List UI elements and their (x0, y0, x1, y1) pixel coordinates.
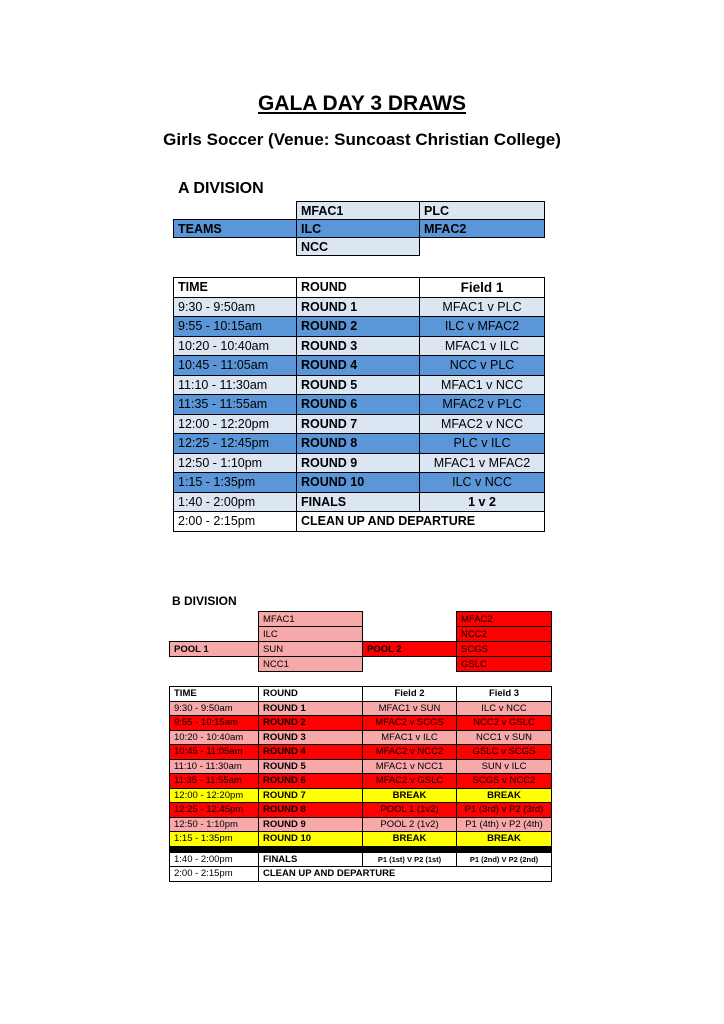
table-row (170, 774, 552, 789)
pool1-label: POOL 1 (170, 642, 259, 657)
time-cell: 1:40 - 2:00pm (170, 852, 259, 867)
match-cell: MFAC2 v GSLC (363, 774, 457, 789)
table-row (174, 414, 545, 434)
match-cell: MFAC1 v NCC1 (363, 759, 457, 774)
match-cell: NCC v PLC (420, 356, 545, 376)
time-cell: 2:00 - 2:15pm (170, 867, 259, 882)
table-row (170, 701, 552, 716)
round-cell: ROUND 2 (259, 716, 363, 731)
time-cell: 10:20 - 10:40am (174, 336, 297, 356)
team-cell: NCC (297, 238, 420, 256)
b-division-heading: B DIVISION (172, 594, 237, 608)
round-cell: ROUND 5 (297, 375, 420, 395)
match-cell: P1 (1st) V P2 (1st) (363, 852, 457, 867)
break-cell: BREAK (363, 832, 457, 847)
pool1-team-cell: SUN (259, 642, 363, 657)
round-cell: ROUND 1 (297, 297, 420, 317)
time-header: TIME (174, 278, 297, 298)
time-cell: 11:10 - 11:30am (170, 759, 259, 774)
time-cell: 10:45 - 11:05am (170, 745, 259, 760)
time-cell: 12:00 - 12:20pm (174, 414, 297, 434)
table-row (170, 759, 552, 774)
match-cell: MFAC1 v MFAC2 (420, 453, 545, 473)
match-cell: GSLC v SCGS (457, 745, 552, 760)
table-row (170, 852, 552, 867)
field1-header: Field 1 (420, 278, 545, 298)
round-cell: ROUND 7 (297, 414, 420, 434)
match-cell: MFAC2 v NCC (420, 414, 545, 434)
table-row (174, 453, 545, 473)
time-cell: 12:50 - 1:10pm (170, 817, 259, 832)
table-row (174, 492, 545, 512)
time-cell: 9:30 - 9:50am (174, 297, 297, 317)
team-cell: MFAC1 (297, 202, 420, 220)
page-title: GALA DAY 3 DRAWS (257, 92, 467, 115)
round-cell: ROUND 3 (259, 730, 363, 745)
match-cell: MFAC1 v NCC (420, 375, 545, 395)
time-cell: 11:10 - 11:30am (174, 375, 297, 395)
a-division-schedule-table (173, 277, 545, 532)
time-cell: 10:20 - 10:40am (170, 730, 259, 745)
break-cell: BREAK (457, 788, 552, 803)
round-header: ROUND (297, 278, 420, 298)
match-cell: P1 (3rd) v P2 (3rd) (457, 803, 552, 818)
round-cell: ROUND 10 (259, 832, 363, 847)
table-row (174, 356, 545, 376)
round-cell: FINALS (297, 492, 420, 512)
time-header: TIME (170, 687, 259, 702)
round-cell: ROUND 9 (259, 817, 363, 832)
table-row (170, 745, 552, 760)
table-row (174, 473, 545, 493)
field2-header: Field 2 (363, 687, 457, 702)
round-cell: ROUND 5 (259, 759, 363, 774)
match-cell: MFAC2 v SCGS (363, 716, 457, 731)
table-row (170, 832, 552, 847)
time-cell: 12:00 - 12:20pm (170, 788, 259, 803)
pool2-team-cell: GSLC (457, 657, 552, 672)
match-cell: MFAC2 v PLC (420, 395, 545, 415)
pool1-team-cell: MFAC1 (259, 612, 363, 627)
match-cell: NCC2 v GSLC (457, 716, 552, 731)
table-row (174, 336, 545, 356)
pool1-team-cell: NCC1 (259, 657, 363, 672)
team-cell: ILC (297, 220, 420, 238)
match-cell: MFAC1 v ILC (363, 730, 457, 745)
match-cell: MFAC2 v NCC2 (363, 745, 457, 760)
table-row (170, 817, 552, 832)
cleanup-cell: CLEAN UP AND DEPARTURE (259, 867, 552, 882)
round-cell: ROUND 7 (259, 788, 363, 803)
round-cell: ROUND 6 (259, 774, 363, 789)
time-cell: 12:25 - 12:45pm (174, 434, 297, 454)
round-header: ROUND (259, 687, 363, 702)
time-cell: 1:40 - 2:00pm (174, 492, 297, 512)
field3-header: Field 3 (457, 687, 552, 702)
break-cell: BREAK (457, 832, 552, 847)
table-row (170, 803, 552, 818)
page-subtitle: Girls Soccer (Venue: Suncoast Christian College) (163, 130, 561, 149)
match-cell: ILC v NCC (420, 473, 545, 493)
time-cell: 12:25 - 12:45pm (170, 803, 259, 818)
time-cell: 11:35 - 11:55am (170, 774, 259, 789)
time-cell: 12:50 - 1:10pm (174, 453, 297, 473)
a-division-teams-table (173, 201, 545, 256)
pool2-team-cell: NCC2 (457, 627, 552, 642)
team-cell: MFAC2 (420, 220, 545, 238)
match-cell: MFAC1 v ILC (420, 336, 545, 356)
time-cell: 9:55 - 10:15am (170, 716, 259, 731)
round-cell: ROUND 4 (259, 745, 363, 760)
match-cell: MFAC1 v PLC (420, 297, 545, 317)
match-cell: MFAC1 v SUN (363, 701, 457, 716)
time-cell: 9:30 - 9:50am (170, 701, 259, 716)
b-division-schedule-table (169, 686, 552, 882)
round-cell: ROUND 8 (259, 803, 363, 818)
round-cell: ROUND 8 (297, 434, 420, 454)
teams-label: TEAMS (174, 220, 297, 238)
pool2-team-cell: MFAC2 (457, 612, 552, 627)
table-row (174, 317, 545, 337)
round-cell: ROUND 9 (297, 453, 420, 473)
time-cell: 1:15 - 1:35pm (170, 832, 259, 847)
table-header-row (174, 278, 545, 298)
match-cell: P1 (2nd) V P2 (2nd) (457, 852, 552, 867)
table-row (170, 730, 552, 745)
round-cell: ROUND 4 (297, 356, 420, 376)
time-cell: 1:15 - 1:35pm (174, 473, 297, 493)
break-cell: BREAK (363, 788, 457, 803)
time-cell: 2:00 - 2:15pm (174, 512, 297, 532)
table-row (174, 434, 545, 454)
time-cell: 11:35 - 11:55am (174, 395, 297, 415)
a-division-heading: A DIVISION (178, 180, 264, 197)
table-row (174, 512, 545, 532)
match-cell: ILC v MFAC2 (420, 317, 545, 337)
round-cell: ROUND 2 (297, 317, 420, 337)
table-row (170, 716, 552, 731)
match-cell: ILC v NCC (457, 701, 552, 716)
pool2-team-cell: SCGS (457, 642, 552, 657)
round-cell: ROUND 1 (259, 701, 363, 716)
round-cell: ROUND 10 (297, 473, 420, 493)
table-row (170, 788, 552, 803)
time-cell: 10:45 - 11:05am (174, 356, 297, 376)
round-cell: ROUND 3 (297, 336, 420, 356)
cleanup-cell: CLEAN UP AND DEPARTURE (297, 512, 545, 532)
table-row (174, 375, 545, 395)
pool1-team-cell: ILC (259, 627, 363, 642)
match-cell: PLC v ILC (420, 434, 545, 454)
round-cell: FINALS (259, 852, 363, 867)
table-row (174, 395, 545, 415)
b-division-pools-table (169, 611, 552, 672)
match-cell: NCC1 v SUN (457, 730, 552, 745)
match-cell: POOL 2 (1v2) (363, 817, 457, 832)
match-cell: SUN v ILC (457, 759, 552, 774)
time-cell: 9:55 - 10:15am (174, 317, 297, 337)
match-cell: P1 (4th) v P2 (4th) (457, 817, 552, 832)
table-row (174, 297, 545, 317)
match-cell: POOL 1 (1v2) (363, 803, 457, 818)
pool2-label: POOL 2 (363, 642, 457, 657)
round-cell: ROUND 6 (297, 395, 420, 415)
match-cell: 1 v 2 (420, 492, 545, 512)
match-cell: SCGS v NCC2 (457, 774, 552, 789)
team-cell: PLC (420, 202, 545, 220)
table-header-row (170, 687, 552, 702)
table-row (170, 867, 552, 882)
